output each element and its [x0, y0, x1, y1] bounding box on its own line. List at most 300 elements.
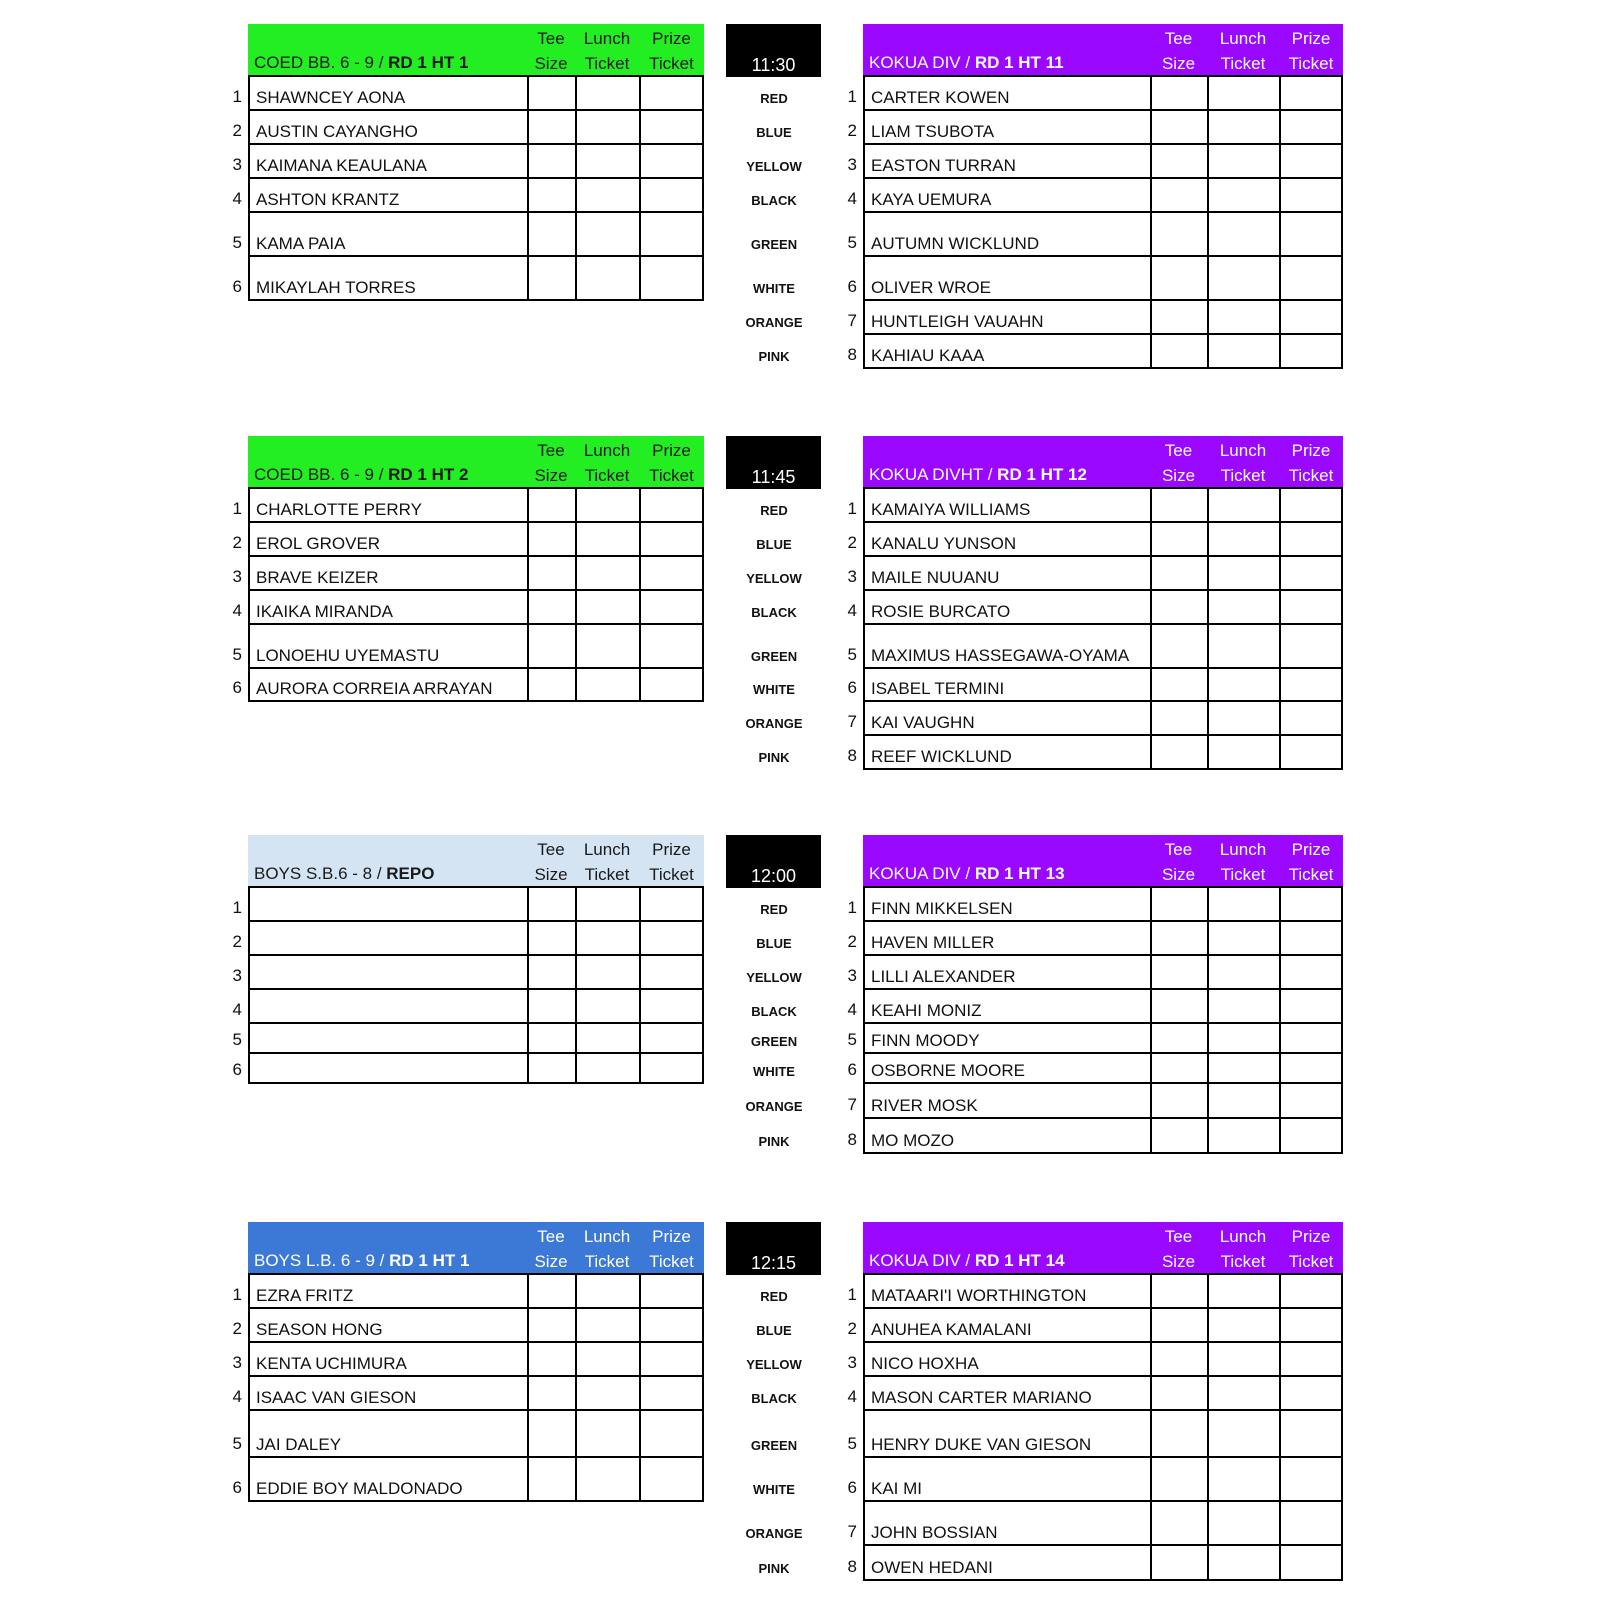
- player-name: JAI DALEY: [256, 1435, 342, 1454]
- prize-checkbox-cell[interactable]: [639, 523, 704, 555]
- header-lunch-line2: Ticket: [584, 54, 630, 73]
- tee-checkbox-cell[interactable]: [1150, 1546, 1207, 1579]
- header-prize-line1: Prize: [1291, 840, 1331, 859]
- lunch-checkbox-cell[interactable]: [1207, 523, 1279, 555]
- header-prize-col: [1279, 837, 1343, 887]
- prize-checkbox-cell[interactable]: [1279, 111, 1343, 143]
- prize-checkbox-cell[interactable]: [639, 990, 704, 1022]
- prize-checkbox-cell[interactable]: [1279, 145, 1343, 177]
- table-row: [863, 179, 1343, 213]
- player-name-cell: [863, 213, 1150, 255]
- player-name-cell: [248, 1458, 527, 1500]
- team-division: COED BB. 6 - 9 /: [254, 465, 389, 484]
- player-name-cell: [248, 1054, 527, 1082]
- tee-checkbox-cell[interactable]: [527, 1024, 575, 1052]
- tee-checkbox-cell[interactable]: [527, 1309, 575, 1341]
- time-slot: [726, 1222, 821, 1275]
- prize-checkbox-cell[interactable]: [639, 1309, 704, 1341]
- tee-color-label: YELLOW: [746, 571, 802, 586]
- team-header: [248, 436, 704, 489]
- prize-checkbox-cell[interactable]: [1279, 702, 1343, 734]
- lunch-checkbox-cell[interactable]: [575, 489, 639, 521]
- header-tee-line1: Tee: [1164, 441, 1193, 460]
- prize-checkbox-cell[interactable]: [639, 489, 704, 521]
- player-name: ASHTON KRANTZ: [256, 190, 400, 209]
- lunch-checkbox-cell[interactable]: [575, 1054, 639, 1082]
- lunch-checkbox-cell[interactable]: [575, 888, 639, 920]
- player-name-cell: [248, 1377, 527, 1409]
- lunch-checkbox-cell[interactable]: [575, 922, 639, 954]
- player-name: HAVEN MILLER: [871, 933, 995, 952]
- tee-checkbox-cell[interactable]: [1150, 335, 1207, 367]
- lunch-checkbox-cell[interactable]: [1207, 335, 1279, 367]
- tee-checkbox-cell[interactable]: [1150, 1084, 1207, 1117]
- prize-checkbox-cell[interactable]: [1279, 257, 1343, 299]
- lunch-checkbox-cell[interactable]: [575, 77, 639, 109]
- tee-color-label: BLACK: [751, 1391, 797, 1406]
- prize-checkbox-cell[interactable]: [1279, 1119, 1343, 1152]
- lunch-checkbox-cell[interactable]: [575, 257, 639, 299]
- tee-checkbox-cell[interactable]: [1150, 77, 1207, 109]
- lunch-checkbox-cell[interactable]: [1207, 1275, 1279, 1307]
- player-name: NICO HOXHA: [871, 1354, 979, 1373]
- tee-checkbox-cell[interactable]: [1150, 702, 1207, 734]
- tee-checkbox-cell[interactable]: [527, 922, 575, 954]
- tee-color-label: RED: [760, 902, 788, 917]
- player-name: ANUHEA KAMALANI: [871, 1320, 1032, 1339]
- prize-checkbox-cell[interactable]: [639, 145, 704, 177]
- tee-checkbox-cell[interactable]: [527, 1458, 575, 1500]
- lunch-checkbox-cell[interactable]: [1207, 1458, 1279, 1500]
- tee-checkbox-cell[interactable]: [1150, 591, 1207, 623]
- player-name-cell: [863, 557, 1150, 589]
- prize-checkbox-cell[interactable]: [639, 888, 704, 920]
- tee-checkbox-cell[interactable]: [1150, 557, 1207, 589]
- header-prize-line2: Ticket: [1288, 466, 1334, 485]
- prize-checkbox-cell[interactable]: [639, 591, 704, 623]
- tee-checkbox-cell[interactable]: [527, 1343, 575, 1375]
- tee-checkbox-cell[interactable]: [1150, 1275, 1207, 1307]
- lunch-checkbox-cell[interactable]: [1207, 625, 1279, 667]
- prize-checkbox-cell[interactable]: [1279, 1502, 1343, 1544]
- prize-checkbox-cell[interactable]: [639, 625, 704, 667]
- prize-checkbox-cell[interactable]: [639, 111, 704, 143]
- lunch-checkbox-cell[interactable]: [575, 956, 639, 988]
- tee-checkbox-cell[interactable]: [1150, 1024, 1207, 1052]
- prize-checkbox-cell[interactable]: [1279, 1084, 1343, 1117]
- prize-checkbox-cell[interactable]: [1279, 1343, 1343, 1375]
- player-name: AUTUMN WICKLUND: [871, 234, 1040, 253]
- prize-checkbox-cell[interactable]: [1279, 77, 1343, 109]
- player-name: MATAARI'I WORTHINGTON: [871, 1286, 1087, 1305]
- prize-checkbox-cell[interactable]: [1279, 888, 1343, 920]
- table-row: [248, 591, 704, 625]
- player-name-cell: [248, 145, 527, 177]
- player-name: ISAAC VAN GIESON: [256, 1388, 417, 1407]
- tee-checkbox-cell[interactable]: [1150, 888, 1207, 920]
- team-header: [248, 835, 704, 888]
- tee-checkbox-cell[interactable]: [1150, 1458, 1207, 1500]
- tee-checkbox-cell[interactable]: [1150, 1411, 1207, 1456]
- table-row: [248, 557, 704, 591]
- table-row: [863, 1084, 1343, 1119]
- player-name-cell: [863, 179, 1150, 211]
- player-name: OLIVER WROE: [871, 278, 991, 297]
- player-name-cell: [863, 736, 1150, 768]
- header-tee-line2: Size: [534, 865, 568, 884]
- player-name-cell: [248, 523, 527, 555]
- header-prize-line1: Prize: [652, 840, 691, 859]
- tee-checkbox-cell[interactable]: [527, 213, 575, 255]
- header-tee-line2: Size: [1161, 466, 1196, 485]
- table-row: [248, 213, 704, 257]
- team-division: KOKUA DIV /: [869, 1251, 975, 1270]
- player-name: EZRA FRITZ: [256, 1286, 354, 1305]
- lunch-checkbox-cell[interactable]: [575, 591, 639, 623]
- tee-checkbox-cell[interactable]: [1150, 301, 1207, 333]
- team-round-heat: RD 1 HT 12: [997, 465, 1087, 484]
- prize-checkbox-cell[interactable]: [639, 1377, 704, 1409]
- team-title: [254, 53, 468, 73]
- prize-checkbox-cell[interactable]: [1279, 523, 1343, 555]
- tee-checkbox-cell[interactable]: [1150, 213, 1207, 255]
- tee-color-label: RED: [760, 91, 788, 106]
- team-round-heat: RD 1 HT 2: [388, 465, 469, 484]
- player-name: SEASON HONG: [256, 1320, 383, 1339]
- tee-checkbox-cell[interactable]: [527, 257, 575, 299]
- prize-checkbox-cell[interactable]: [1279, 1458, 1343, 1500]
- tee-checkbox-cell[interactable]: [1150, 990, 1207, 1022]
- player-name: OSBORNE MOORE: [871, 1061, 1025, 1080]
- lunch-checkbox-cell[interactable]: [575, 1377, 639, 1409]
- tee-checkbox-cell[interactable]: [527, 888, 575, 920]
- tee-checkbox-cell[interactable]: [1150, 1502, 1207, 1544]
- time-slot: [726, 436, 821, 489]
- tee-color-label: BLACK: [751, 605, 797, 620]
- lunch-checkbox-cell[interactable]: [1207, 669, 1279, 700]
- header-tee-line1: Tee: [1164, 840, 1193, 859]
- prize-checkbox-cell[interactable]: [639, 1343, 704, 1375]
- table-row: [863, 1502, 1343, 1546]
- header-tee-col: [527, 26, 575, 76]
- prize-checkbox-cell[interactable]: [639, 922, 704, 954]
- player-name: LIAM TSUBOTA: [871, 122, 995, 141]
- tee-color-label: PINK: [758, 1134, 790, 1149]
- lunch-checkbox-cell[interactable]: [1207, 111, 1279, 143]
- tee-color-label: WHITE: [753, 281, 795, 296]
- team-round-heat: RD 1 HT 11: [974, 53, 1064, 72]
- player-name-cell: [248, 625, 527, 667]
- prize-checkbox-cell[interactable]: [1279, 1275, 1343, 1307]
- prize-checkbox-cell[interactable]: [639, 257, 704, 299]
- prize-checkbox-cell[interactable]: [639, 956, 704, 988]
- header-lunch-col: [575, 837, 639, 887]
- table-row: [863, 523, 1343, 557]
- tee-checkbox-cell[interactable]: [527, 990, 575, 1022]
- header-lunch-col: [575, 1224, 639, 1274]
- lunch-checkbox-cell[interactable]: [1207, 301, 1279, 333]
- lunch-checkbox-cell[interactable]: [575, 1458, 639, 1500]
- prize-checkbox-cell[interactable]: [1279, 625, 1343, 667]
- prize-checkbox-cell[interactable]: [639, 1054, 704, 1082]
- lunch-checkbox-cell[interactable]: [1207, 990, 1279, 1022]
- lunch-checkbox-cell[interactable]: [575, 213, 639, 255]
- team-title: [869, 864, 1065, 884]
- lunch-checkbox-cell[interactable]: [1207, 1502, 1279, 1544]
- table-row: [248, 1309, 704, 1343]
- player-name-cell: [248, 591, 527, 623]
- prize-checkbox-cell[interactable]: [1279, 591, 1343, 623]
- player-name-cell: [248, 111, 527, 143]
- team-title: [254, 465, 468, 485]
- tee-checkbox-cell[interactable]: [527, 1275, 575, 1307]
- tee-color-label: ORANGE: [745, 716, 803, 731]
- table-row: [863, 888, 1343, 922]
- tee-checkbox-cell[interactable]: [527, 523, 575, 555]
- tee-checkbox-cell[interactable]: [527, 625, 575, 667]
- table-row: [248, 1054, 704, 1084]
- tee-checkbox-cell[interactable]: [527, 489, 575, 521]
- lunch-checkbox-cell[interactable]: [575, 990, 639, 1022]
- prize-checkbox-cell[interactable]: [639, 1411, 704, 1456]
- table-row: [863, 1546, 1343, 1581]
- lunch-checkbox-cell[interactable]: [1207, 702, 1279, 734]
- header-lunch-col: [1207, 837, 1279, 887]
- player-name: LILLI ALEXANDER: [871, 967, 1016, 986]
- lunch-checkbox-cell[interactable]: [1207, 145, 1279, 177]
- prize-checkbox-cell[interactable]: [639, 77, 704, 109]
- tee-checkbox-cell[interactable]: [1150, 956, 1207, 988]
- tee-checkbox-cell[interactable]: [1150, 145, 1207, 177]
- tee-checkbox-cell[interactable]: [527, 111, 575, 143]
- prize-checkbox-cell[interactable]: [639, 669, 704, 700]
- prize-checkbox-cell[interactable]: [639, 557, 704, 589]
- tee-checkbox-cell[interactable]: [1150, 922, 1207, 954]
- lunch-checkbox-cell[interactable]: [1207, 1084, 1279, 1117]
- tee-checkbox-cell[interactable]: [1150, 111, 1207, 143]
- prize-checkbox-cell[interactable]: [1279, 301, 1343, 333]
- lunch-checkbox-cell[interactable]: [1207, 1309, 1279, 1341]
- player-name-cell: [248, 179, 527, 211]
- player-name-cell: [863, 625, 1150, 667]
- prize-checkbox-cell[interactable]: [1279, 1024, 1343, 1052]
- lunch-checkbox-cell[interactable]: [575, 1343, 639, 1375]
- table-row: [248, 922, 704, 956]
- prize-checkbox-cell[interactable]: [1279, 736, 1343, 768]
- player-name-cell: [863, 1084, 1150, 1117]
- header-prize-line2: Ticket: [649, 1252, 694, 1271]
- lunch-checkbox-cell[interactable]: [1207, 1546, 1279, 1579]
- player-name-cell: [248, 888, 527, 920]
- lunch-checkbox-cell[interactable]: [1207, 557, 1279, 589]
- tee-color-label: GREEN: [750, 237, 798, 252]
- tee-color-label: BLUE: [756, 1323, 792, 1338]
- tee-checkbox-cell[interactable]: [1150, 1119, 1207, 1152]
- lunch-checkbox-cell[interactable]: [575, 669, 639, 700]
- prize-checkbox-cell[interactable]: [1279, 1411, 1343, 1456]
- player-name-cell: [248, 1343, 527, 1375]
- prize-checkbox-cell[interactable]: [639, 1275, 704, 1307]
- player-name: ROSIE BURCATO: [871, 602, 1011, 621]
- prize-checkbox-cell[interactable]: [1279, 1546, 1343, 1579]
- tee-checkbox-cell[interactable]: [1150, 179, 1207, 211]
- table-row: [863, 591, 1343, 625]
- header-lunch-line2: Ticket: [1220, 1252, 1266, 1271]
- tee-checkbox-cell[interactable]: [1150, 1054, 1207, 1082]
- table-row: [863, 736, 1343, 770]
- table-row: [863, 1054, 1343, 1084]
- lunch-checkbox-cell[interactable]: [1207, 1054, 1279, 1082]
- player-name: EDDIE BOY MALDONADO: [256, 1479, 463, 1498]
- header-lunch-col: [575, 438, 639, 488]
- lunch-checkbox-cell[interactable]: [575, 145, 639, 177]
- tee-checkbox-cell[interactable]: [527, 669, 575, 700]
- lunch-checkbox-cell[interactable]: [1207, 736, 1279, 768]
- player-name: KAI VAUGHN: [871, 713, 975, 732]
- prize-checkbox-cell[interactable]: [639, 1458, 704, 1500]
- player-name-cell: [863, 1546, 1150, 1579]
- player-name: LONOEHU UYEMASTU: [256, 646, 440, 665]
- player-name: KAMAIYA WILLIAMS: [871, 500, 1031, 519]
- lunch-checkbox-cell[interactable]: [1207, 179, 1279, 211]
- prize-checkbox-cell[interactable]: [1279, 1309, 1343, 1341]
- tee-color-label: BLUE: [756, 936, 792, 951]
- prize-checkbox-cell[interactable]: [1279, 1377, 1343, 1409]
- player-name: MIKAYLAH TORRES: [256, 278, 416, 297]
- tee-color-label: YELLOW: [746, 970, 802, 985]
- tee-checkbox-cell[interactable]: [527, 77, 575, 109]
- lunch-checkbox-cell[interactable]: [575, 1024, 639, 1052]
- lunch-checkbox-cell[interactable]: [575, 111, 639, 143]
- player-name: AUSTIN CAYANGHO: [256, 122, 418, 141]
- time-text: 11:45: [751, 467, 796, 487]
- player-name-cell: [863, 489, 1150, 521]
- time-text: 12:00: [750, 866, 797, 886]
- tee-checkbox-cell[interactable]: [527, 1054, 575, 1082]
- tee-checkbox-cell[interactable]: [527, 145, 575, 177]
- lunch-checkbox-cell[interactable]: [1207, 1024, 1279, 1052]
- tee-color-label: WHITE: [753, 682, 795, 697]
- lunch-checkbox-cell[interactable]: [575, 557, 639, 589]
- prize-checkbox-cell[interactable]: [1279, 489, 1343, 521]
- prize-checkbox-cell[interactable]: [639, 1024, 704, 1052]
- table-row: [863, 257, 1343, 301]
- prize-checkbox-cell[interactable]: [1279, 179, 1343, 211]
- tee-color-label: WHITE: [753, 1064, 795, 1079]
- prize-checkbox-cell[interactable]: [1279, 335, 1343, 367]
- header-tee-line1: Tee: [537, 840, 565, 859]
- lunch-checkbox-cell[interactable]: [575, 625, 639, 667]
- lunch-checkbox-cell[interactable]: [575, 179, 639, 211]
- lunch-checkbox-cell[interactable]: [575, 1411, 639, 1456]
- prize-checkbox-cell[interactable]: [639, 179, 704, 211]
- tee-checkbox-cell[interactable]: [1150, 1309, 1207, 1341]
- prize-checkbox-cell[interactable]: [1279, 956, 1343, 988]
- time-slot: [726, 835, 821, 888]
- header-lunch-line2: Ticket: [584, 1252, 630, 1271]
- player-name: HUNTLEIGH VAUAHN: [871, 312, 1044, 331]
- lunch-checkbox-cell[interactable]: [575, 1309, 639, 1341]
- header-tee-col: [1150, 1224, 1207, 1274]
- prize-checkbox-cell[interactable]: [1279, 990, 1343, 1022]
- team-title: [869, 1251, 1065, 1271]
- team-round-heat: RD 1 HT 14: [974, 1251, 1065, 1270]
- lunch-checkbox-cell[interactable]: [1207, 1377, 1279, 1409]
- header-tee-col: [527, 438, 575, 488]
- lunch-checkbox-cell[interactable]: [1207, 591, 1279, 623]
- tee-checkbox-cell[interactable]: [527, 179, 575, 211]
- team-round-heat: REPO: [386, 864, 435, 883]
- player-name-cell: [863, 1024, 1150, 1052]
- time-text: 12:15: [750, 1253, 797, 1273]
- prize-checkbox-cell[interactable]: [639, 213, 704, 255]
- lunch-checkbox-cell[interactable]: [1207, 77, 1279, 109]
- prize-checkbox-cell[interactable]: [1279, 213, 1343, 255]
- header-lunch-line1: Lunch: [583, 29, 631, 48]
- header-prize-line2: Ticket: [1288, 1252, 1334, 1271]
- prize-checkbox-cell[interactable]: [1279, 557, 1343, 589]
- tee-checkbox-cell[interactable]: [1150, 523, 1207, 555]
- lunch-checkbox-cell[interactable]: [1207, 1119, 1279, 1152]
- tee-checkbox-cell[interactable]: [527, 591, 575, 623]
- lunch-checkbox-cell[interactable]: [1207, 257, 1279, 299]
- tee-checkbox-cell[interactable]: [1150, 1377, 1207, 1409]
- tee-color-label: BLUE: [756, 125, 792, 140]
- prize-checkbox-cell[interactable]: [1279, 669, 1343, 700]
- player-name-cell: [248, 669, 527, 700]
- tee-checkbox-cell[interactable]: [1150, 1343, 1207, 1375]
- lunch-checkbox-cell[interactable]: [575, 1275, 639, 1307]
- table-row: [863, 625, 1343, 669]
- team-header: [863, 1222, 1343, 1275]
- lunch-checkbox-cell[interactable]: [1207, 1343, 1279, 1375]
- tee-checkbox-cell[interactable]: [1150, 736, 1207, 768]
- player-name-cell: [863, 335, 1150, 367]
- lunch-checkbox-cell[interactable]: [1207, 489, 1279, 521]
- table-row: [248, 145, 704, 179]
- team-division: BOYS S.B.6 - 8 /: [254, 864, 387, 883]
- lunch-checkbox-cell[interactable]: [1207, 956, 1279, 988]
- table-row: [248, 990, 704, 1024]
- tee-checkbox-cell[interactable]: [527, 557, 575, 589]
- header-lunch-line2: Ticket: [1220, 54, 1266, 73]
- tee-checkbox-cell[interactable]: [527, 1411, 575, 1456]
- tee-checkbox-cell[interactable]: [1150, 625, 1207, 667]
- player-name-cell: [863, 591, 1150, 623]
- player-name: REEF WICKLUND: [871, 747, 1012, 766]
- player-name-cell: [863, 301, 1150, 333]
- tee-checkbox-cell[interactable]: [1150, 257, 1207, 299]
- header-tee-line1: Tee: [1164, 1227, 1193, 1246]
- tee-checkbox-cell[interactable]: [1150, 669, 1207, 700]
- player-name: KANALU YUNSON: [871, 534, 1017, 553]
- prize-checkbox-cell[interactable]: [1279, 1054, 1343, 1082]
- prize-checkbox-cell[interactable]: [1279, 922, 1343, 954]
- table-row: [863, 1458, 1343, 1502]
- tee-checkbox-cell[interactable]: [527, 956, 575, 988]
- tee-checkbox-cell[interactable]: [527, 1377, 575, 1409]
- player-name-cell: [248, 557, 527, 589]
- table-row: [248, 1377, 704, 1411]
- lunch-checkbox-cell[interactable]: [1207, 213, 1279, 255]
- lunch-checkbox-cell[interactable]: [1207, 1411, 1279, 1456]
- tee-checkbox-cell[interactable]: [1150, 489, 1207, 521]
- tee-color-label: YELLOW: [746, 159, 802, 174]
- table-row: [863, 1309, 1343, 1343]
- lunch-checkbox-cell[interactable]: [1207, 888, 1279, 920]
- lunch-checkbox-cell[interactable]: [1207, 922, 1279, 954]
- lunch-checkbox-cell[interactable]: [575, 523, 639, 555]
